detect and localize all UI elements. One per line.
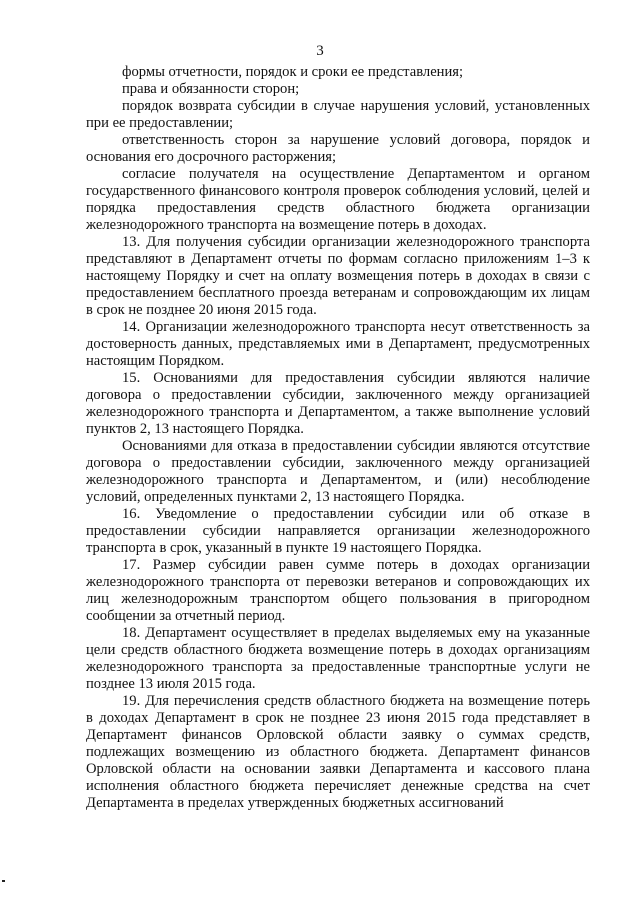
page-number: 3 xyxy=(316,43,324,59)
paragraph-liability: ответственность сторон за нарушение условий договора, порядок и основания его досрочного расторжения; xyxy=(86,132,590,165)
paragraph-item-19: 19. Для перечисления средств областного бюджета на возмещение потерь в доходах Департамент в срок не позднее 23 июня 2015 года представляет в Департамент финансов Орловской области заявку о суммах средств, подлежащих возмещению из областного бюджета. Департамент финансов Орловской области на основании заявки Департамента и кассового плана исполнения областного бюджета перечисляет денежные средства на счет Департамента в пределах утвержденных бюджетных ассигнований xyxy=(86,693,590,811)
paragraph-item-16: 16. Уведомление о предоставлении субсидии или об отказе в предоставлении субсидии направляется организации железнодорожного транспорта в срок, указанный в пункте 19 настоящего Порядка. xyxy=(86,506,590,556)
paragraph-reporting-forms: формы отчетности, порядок и сроки ее представления; xyxy=(122,64,464,80)
paragraph-item-17: 17. Размер субсидии равен сумме потерь в доходах организации железнодорожного транспорта от перевозки ветеранов и сопровождающих их лиц железнодорожным транспортом общего пользования в пригородном сообщении за отчетный период. xyxy=(86,557,590,624)
paragraph-return-procedure: порядок возврата субсидии в случае нарушения условий, установленных при ее предоставлении; xyxy=(86,98,590,131)
paragraph-item-15: 15. Основаниями для предоставления субсидии являются наличие договора о предоставлении субсидии, заключенного между организацией железнодорожного транспорта и Департаментом, а также выполнение условий пунктов 2, 13 настоящего Порядка. xyxy=(86,370,590,437)
scan-artifact-mark xyxy=(2,880,5,882)
paragraph-consent: согласие получателя на осуществление Департаментом и органом государственного финансового контроля проверок соблюдения условий, целей и порядка предоставления средств областного бюджета организации железнодорожного транспорта на возмещение потерь в доходах. xyxy=(86,166,590,233)
paragraph-rights-duties: права и обязанности сторон; xyxy=(122,81,300,97)
paragraph-refusal-grounds: Основаниями для отказа в предоставлении субсидии являются отсутствие договора о предоставлении субсидии, заключенного между организацией железнодорожного транспорта и Департаментом, и (или) несоблюдение условий, определенных пунктами 2, 13 настоящего Порядка. xyxy=(86,438,590,505)
paragraph-item-14: 14. Организации железнодорожного транспорта несут ответственность за достоверность данных, представляемых ими в Департамент, предусмотренных настоящим Порядком. xyxy=(86,319,590,369)
paragraph-item-13: 13. Для получения субсидии организации железнодорожного транспорта представляют в Департамент отчеты по формам согласно приложениям 1–3 к настоящему Порядку и счет на оплату возмещения потерь в доходах в связи с предоставлением бесплатного проезда ветеранам и сопровождающим их лицам в срок не позднее 20 июня 2015 года. xyxy=(86,234,590,318)
paragraph-item-18: 18. Департамент осуществляет в пределах выделяемых ему на указанные цели средств областного бюджета возмещение потерь в доходах организациям железнодорожного транспорта за предоставленные транспортные услуги не позднее 13 июля 2015 года. xyxy=(86,625,590,692)
document-body xyxy=(86,64,590,812)
